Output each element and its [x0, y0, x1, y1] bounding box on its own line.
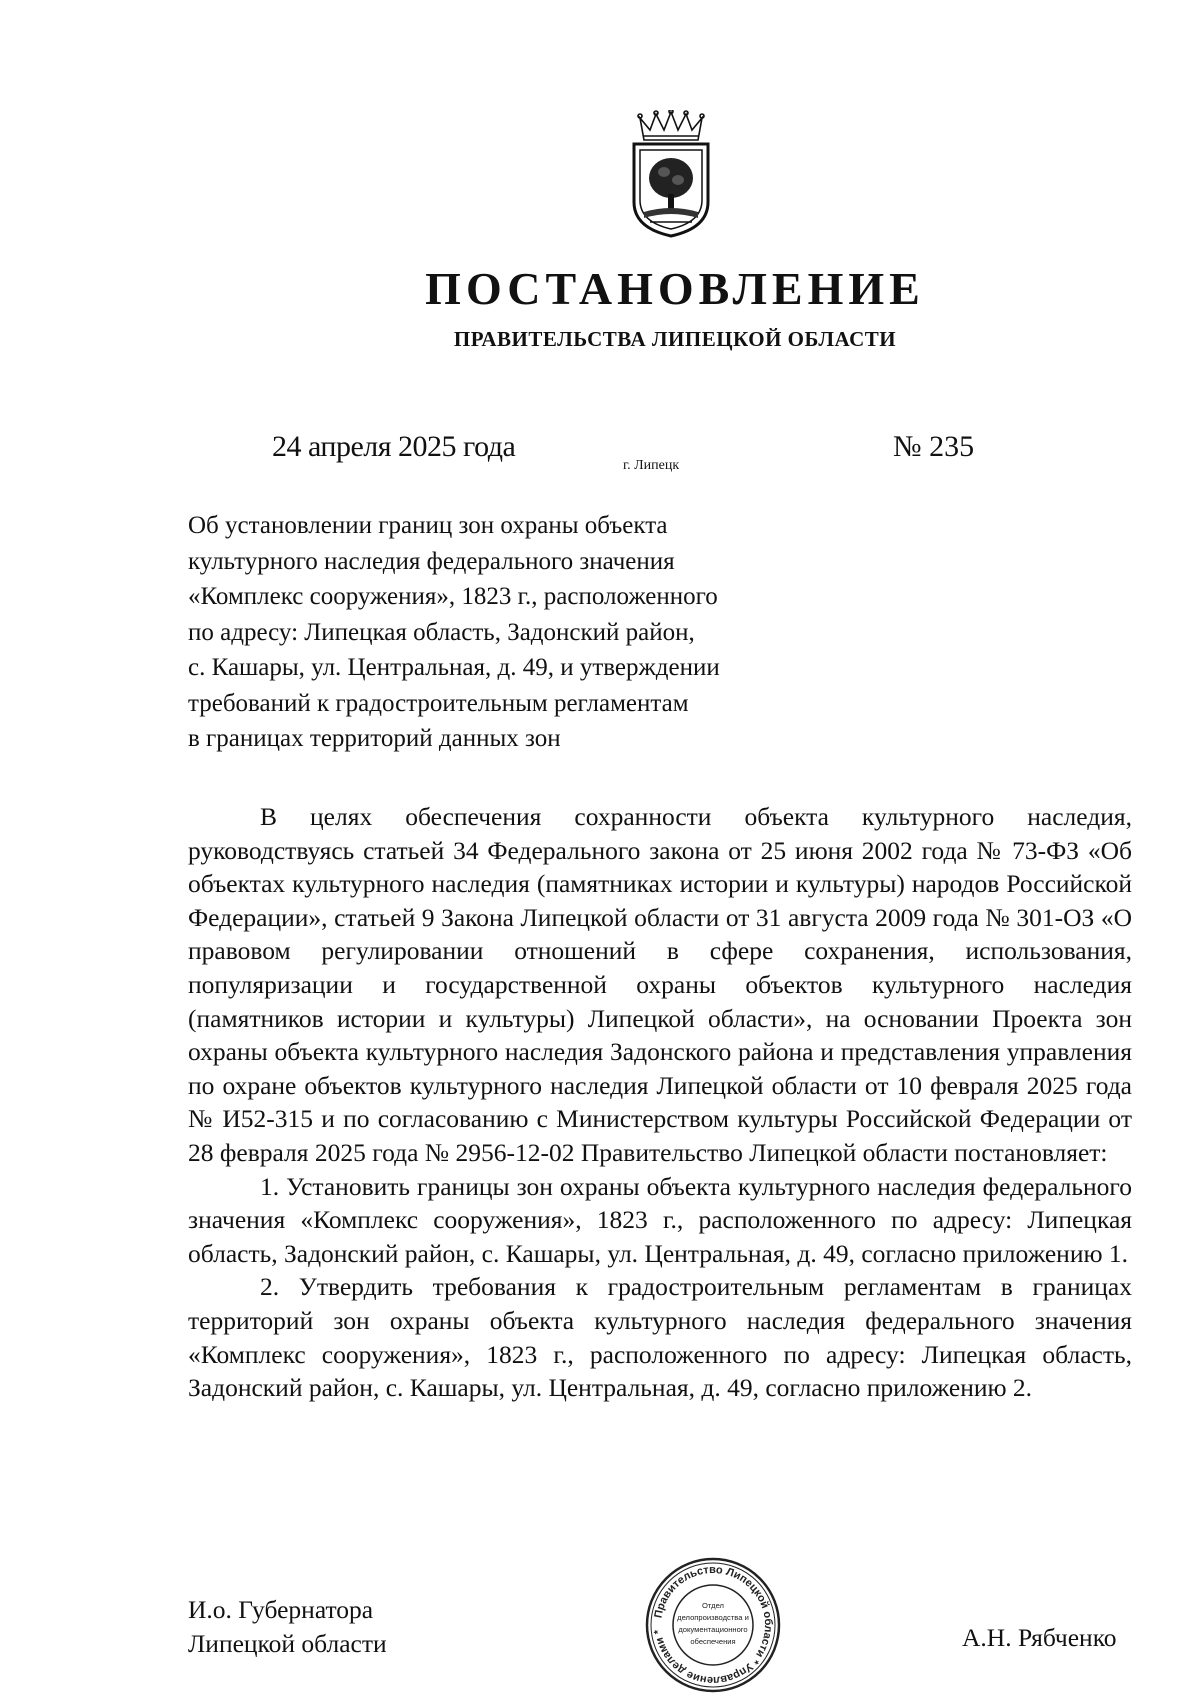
clause-1-paragraph: 1. Установить границы зон охраны объекта культурного наследия федерального значения «Комплекс сооружения», 1823 г., расположенного по адресу: Липецкая область, Задонский район, с. Кашары, ул. Центральная, д. 49, согласно приложению 1. [188, 1171, 1132, 1268]
subject-line: по адресу: Липецкая область, Задонский район, [188, 618, 695, 646]
issuer-subtitle: ПРАВИТЕЛЬСТВА ЛИПЕЦКОЙ ОБЛАСТИ [453, 327, 897, 351]
clause-2-paragraph: 2. Утвердить требования к градостроительным регламентам в границах территорий зон охраны объекта культурного наследия федерального значения «Комплекс сооружения», 1823 г., расположенного по адресу: Липецкая область, Задонский район, с. Кашары, ул. Центральная, д. 49, согласно приложению 2. [188, 1272, 1132, 1403]
preamble-paragraph: В целях обеспечения сохранности объекта культурного наследия, руководствуясь статьей 34 Федерального закона от 25 июня 2002 года № 73-ФЗ «Об объектах культурного наследия (памятниках истории и культуры) народов Российской Федерации», статьей 9 Закона Липецкой области от 31 августа 2009 года № 301-ОЗ «О правовом регулировании отношений в сфере сохранения, использования, популяризации и государственной охраны объектов культурного наследия (памятников истории и культуры) Липецкой области», на основании Проекта зон охраны объекта культурного наследия Задонского района и представления управления по охране объектов культурного наследия Липецкой области от 10 февраля 2025 года № И52-315 и по согласованию с Министерством культуры Российской Федерации от 28 февраля 2025 года № 2956-12-02 Правительство Липецкой области постановляет: [188, 802, 1132, 1167]
document-city: г. Липецк [623, 458, 680, 473]
document-date: 24 апреля 2025 года [272, 430, 516, 463]
stamp-inner-line: Отдел [702, 1601, 724, 1610]
subject-line: «Комплекс сооружения», 1823 г., расположенного [188, 583, 718, 610]
stamp-inner-line: документационного [678, 1625, 748, 1634]
stamp-outer-text: Правительство Липецкой области * Управление делами * [652, 1563, 775, 1687]
subject-line: с. Кашары, ул. Центральная, д. 49, и утверждении [188, 654, 720, 681]
document-subject [188, 508, 888, 757]
stamp-inner-line: делопроизводства и [677, 1613, 749, 1622]
official-stamp [643, 1555, 783, 1695]
subject-line: требований к градостроительным регламентам [188, 689, 689, 717]
document-type-title: ПОСТАНОВЛЕНИЕ [425, 263, 925, 314]
signer-position [188, 1593, 387, 1661]
subject-line: Об установлении границ зон охраны объекта [188, 512, 668, 539]
document-body [188, 800, 1132, 1405]
document-number: № 235 [893, 430, 975, 463]
coat-of-arms-icon [626, 110, 716, 238]
subject-line: культурного наследия федерального значения [188, 547, 675, 575]
stamp-inner-line: обеспечения [690, 1637, 736, 1646]
subject-line: в границах территорий данных зон [188, 725, 561, 752]
signer-name: А.Н. Рябченко [962, 1623, 1117, 1652]
signer-position-line: Липецкой области [188, 1629, 387, 1658]
signer-position-line: И.о. Губернатора [188, 1595, 374, 1624]
